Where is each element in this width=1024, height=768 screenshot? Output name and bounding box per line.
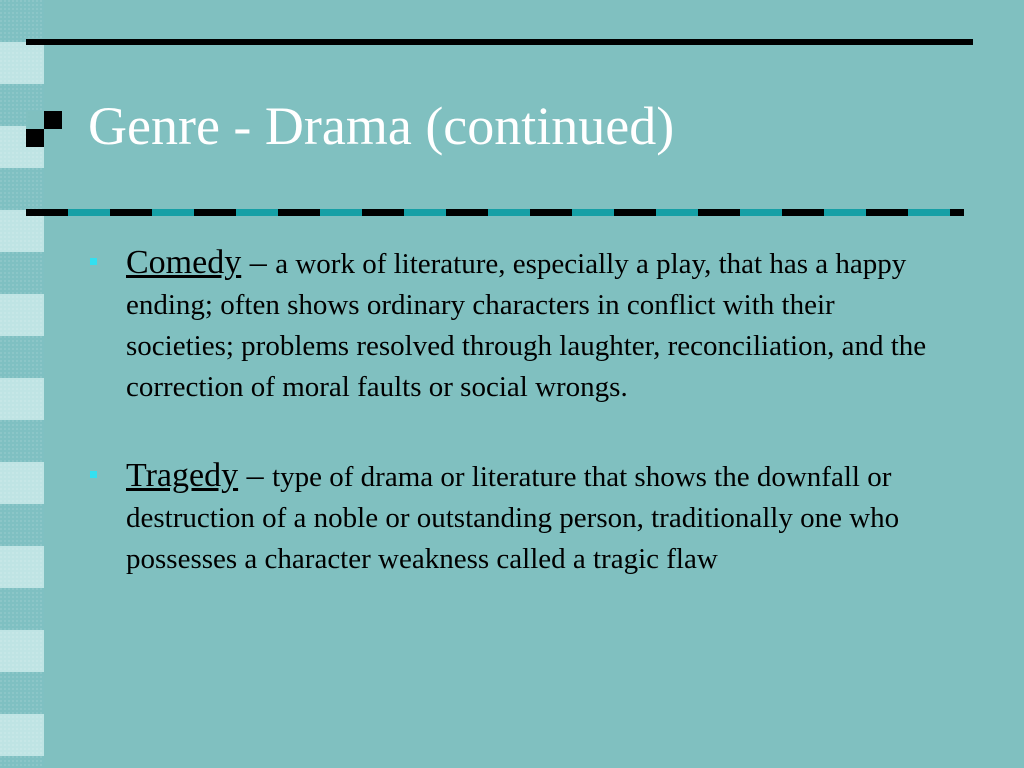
square-bullet-icon	[90, 258, 97, 265]
term-tragedy: Tragedy	[126, 457, 239, 494]
list-item-comedy	[84, 242, 944, 408]
slide-content	[84, 242, 944, 580]
slide-title: Genre - Drama (continued)	[88, 96, 675, 156]
title-bullet-icon	[26, 111, 62, 147]
title-divider	[26, 209, 964, 216]
top-rule	[26, 39, 973, 45]
term-separator: –	[238, 457, 273, 494]
term-comedy: Comedy	[126, 244, 242, 281]
definition-tragedy: type of drama or literature that shows the downfall or destruction of a noble or outstanding person, traditionally one who possesses a character weakness called a tragic flaw	[126, 461, 900, 575]
term-separator: –	[241, 244, 276, 281]
square-bullet-icon	[90, 471, 97, 478]
definition-comedy: a work of literature, especially a play, that has a happy ending; often shows ordinary characters in conflict with their societies; problems resolved through laughter, reconciliation, and the correction of moral faults or social wrongs.	[126, 248, 927, 403]
list-item-tragedy	[84, 455, 944, 580]
